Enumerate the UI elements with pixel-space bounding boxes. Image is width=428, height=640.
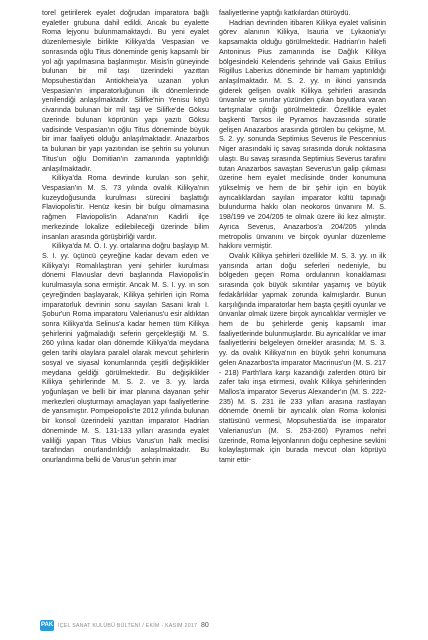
paragraph: torel getirilerek eyalet doğrudan imparatora bağlı eyaletler grubuna dahil edildi. Ancak bu eyalette Roma lejyonu bulunmamaktaydı. Bu yeni eyalet düzenlemesiyle birlikte Kilikya'da Vespasian ve sonrasında oğlu Titus döneminde geniş kapsamlı bir yol ağı yapılmasına başlanmıştır. Misis'in güneyinde bulunan bir mil taşı üzerindeki yazıttan Mopsuhestia'dan Antiokheia'ya uzanan yolun Vespasian'ın imparatorluğunun ilk dönemlerinde yenilendiği anlaşılmaktadır. Silifke'nin Yenisu köyü civarında bulunan bir mil taşı ve Silifke'de Göksu üzerinde bulunan köprünün yapı yazıtı Göksu vadisinde Vespasian'ın oğlu Titus döneminde büyük bir imar faaliyeti olduğu anlaşılmaktadır. Anazarbos ta bulunan bir yapı yazıtından ise şehrin su yolunun Titus'un oğlu Domitian'ın zamanında yaptırıldığı anlaşılmaktadır. <box>42 9 209 173</box>
journal-title: İÇEL SANAT KULÜBÜ BÜLTENİ / EKİM - KASIM 2017 <box>58 623 198 629</box>
journal-logo <box>40 620 54 631</box>
paragraph: Hadrian devrinden itibaren Kilikya eyalet valisinin görev alanının Kilikya, Isauria ve Lykaonia'yı kapsamakta olduğu görülmektedir. Hadrian'ın halefi Antoninus Pius zamanında ise Dağlık Kilikya bölgesindeki Kelenderis şehrinde vali Gaius Etrilius Rigillus Laberius döneminde bir hamam yaptırıldığı anlaşılmaktadır. M. S. 2. yy. ın ikinci yarısında giderek gelişen ovalık Kilikya şehirleri arasında ünvanlar ve sınırlar yüzünden çıkan boyutlara varan tartışmalar çıktığı görülmektedir. Özellikle eyalet başkenti Tarsos ile Pyramos havzasında süratle gelişen Anazarbos arasında görülen bu çekişme, M. S. 2. yy. sonunda Septimius Severus ile Pescennius Niger arasındaki iç savaş sırasında doruk noktasına ulaştı. Bu savaş sırasında Septimius Severus tarafını tutan Anazarbos savaştan Severus'un galip çıkması üzerine hem eyalet meclisinde önder konumuna yükselmiş ve hem de bir şehir için en büyük ayrıcalıklardan sayılan imparator kültü tapınağı bulundurma hakkı olan neokoros ünvanını M. S. 198/199 ve 204/205 te olmak üzere iki kez almıştır. Ayrıca Severus, Anazarbos'a 204/205 yılında metropolis ünvanını ve birçok oyunlar düzenleme hakkını vermiştir. <box>219 18 386 251</box>
paragraph: Ovalık Kilikya şehirleri özellikle M. S. 3. yy. ın ilk yarısında artan doğu seferleri nedeniyle, bu bölgeden geçen Roma ordularının konaklaması sırasında çok büyük sıkıntılar yaşamış ve büyük fedakârlıklar yapmak zorunda kalmışlardır. Bunun karşılığında imparatorlar hem başta çeşitli oyunlar ve ünvanlar olmak üzere birçok ayrıcalıklar vermişler ve hem de bu şehirlerde geniş kapsamlı imar faaliyetlerinde bulunmuşlardır. Bu ayrıcalıklar ve imar faaliyetlerini belgeleyen örnekler arasında; M. S. 3. yy. da ovalık Kilikya'nın en büyük şehri konumuna gelen Anazarbos'ta imparator Macrinus'un (M. S. 217 - 218) Parth'lara karşı kazandığı zaferden ötürü bir zafer takı inşa etirmesi, ovalık Kilikya şehirlerinden Mallos'a imparator Severus Alexander'ın (M. S. 222-235) M. S. 231 ile 233 yılları arasına rastlayan dönemde önemli bir ayrıcalık olan Roma kolonisi statüsünü vermesi, Mopsuhestia'da ise imparator Valerianus'un (M. S. 253-260) Pyramos nehri üzerinde, Roma lejyonlarının doğu cephesine sevkini kolaylaştırmak için burada mevcut olan köprüyü tamir ettir- <box>219 251 386 465</box>
page-number: 80 <box>201 622 209 629</box>
right-text-column <box>219 9 386 466</box>
page-footer <box>0 620 428 632</box>
paragraph: faaliyetlerine yaptığı katkılardan ötürüydü. <box>219 9 351 17</box>
logo-text: PAK <box>41 622 54 628</box>
left-text-column <box>42 9 209 466</box>
paragraph: Kilikya'da M. Ö. I. yy. ortalarına doğru başlayıp M. S. I. yy. üçüncü çeyreğine kadar devam eden ve Kilikya'yı Romalılaştıran yeni şehirler kurulması dönemi Flavıuslar devri başlarında Flaviopolis'in kurulmasıyla sona ermiştir. Ancak M. S. I. yy. ın son çeyreğinden başlayarak, Kilikya şehirleri için Roma imparatorluk devrinin sonu sayılan Sasani kralı I. Şobur'un Roma imparatoru Valerianus'u esir aldıktan sonra Kilikya'da Selinus'a kadar hemen tüm Kilikya şehirlerini yağmaladığı seferin gerçekleştiği M. S. 260 yılına kadar olan dönemde Kilikya'da meydana gelen tarihi olaylara paralel olarak mevcut şehirlerin sosyal ve siyasal konumlarında çeşitli değişiklikler meydana geldiği görülmektedir. Bu değişiklikler Kilikya şehirlerinde M. S. 2. ve 3. yy. larda yoğunlaşan ve belli bir imar planına dayanan şehir merkezleri oluşturmayı amaçlayan yapı faaliyetlerine de yansımıştır. Pompeiopolis'te 2012 yılında bulunan bir konsol üzerindeki yazıttan imparator Hadrian döneminde M. S. 131-133 yılları arasında eyalet valiliği yapan Titus Vibius Varus'un halk meclisi tarafından onurlandırıldığı anlaşılmaktadır. Bu onurlandırma belki de Varus'un şehrin imar <box>42 242 209 465</box>
paragraph: Kilikya'da Roma devrinde kurulan son şehir, Vespasian'ın M. S. 73 yılında ovalık Kilikya'nın kuzeydoğusunda kurulması sürecini başlattığı Flaviopolis'tir. Henüz kesin bir bulgu olmamasına rağmen Flaviopolis'in Adana'nın Kadirli ilçe merkezinde lokalize edilebileceği üzerinde bilim insanları arasında görüşbirliği vardır. <box>42 174 209 241</box>
